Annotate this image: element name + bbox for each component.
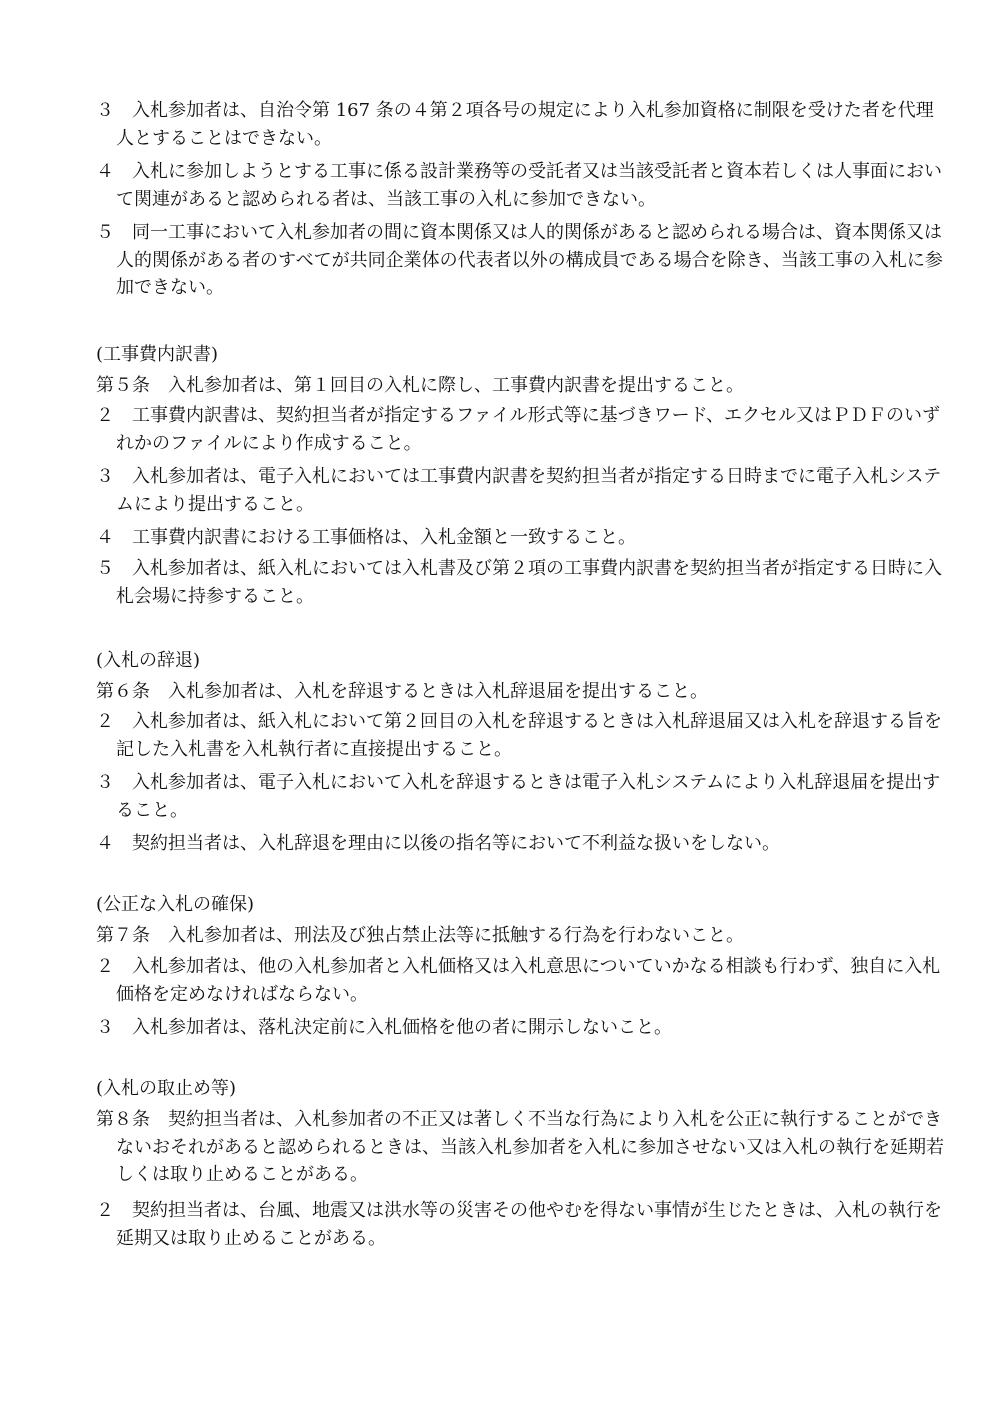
paragraph-item: ３ 入札参加者は、自治令第 167 条の４第２項各号の規定により入札参加資格に制限を受けた者を代理人とすることはできない。 bbox=[96, 100, 934, 149]
section-heading: (入札の辞退) bbox=[96, 650, 201, 671]
paragraph-item: ３ 入札参加者は、電子入札においては工事費内訳書を契約担当者が指定する日時までに電子入札システムにより提出すること。 bbox=[96, 466, 942, 515]
section-heading: (入札の取止め等) bbox=[96, 1078, 237, 1099]
paragraph-item: ２ 契約担当者は、台風、地震又は洪水等の災害その他やむを得ない事情が生じたときは、入札の執行を延期又は取り止めることがある。 bbox=[96, 1200, 942, 1249]
paragraph-item: ５ 同一工事において入札参加者の間に資本関係又は人的関係があると認められる場合は、資本関係又は人的関係がある者のすべてが共同企業体の代表者以外の構成員である場合を除き、当該工事の入札に参加できない。 bbox=[96, 222, 943, 298]
paragraph-item: ４ 契約担当者は、入札辞退を理由に以後の指名等において不利益な扱いをしない。 bbox=[96, 833, 780, 854]
paragraph-item: ３ 入札参加者は、電子入札において入札を辞退するときは電子入札システムにより入札辞退届を提出すること。 bbox=[96, 772, 941, 821]
paragraph-item: 第７条 入札参加者は、刑法及び独占禁止法等に抵触する行為を行わないこと。 bbox=[96, 925, 744, 946]
paragraph-item: 第８条 契約担当者は、入札参加者の不正又は著しく不当な行為により入札を公正に執行することができないおそれがあると認められるときは、当該入札参加者を入札に参加させない又は入札の執行を延期若しくは取り止めることがある。 bbox=[96, 1109, 944, 1185]
paragraph-item: ２ 入札参加者は、他の入札参加者と入札価格又は入札意思についていかなる相談も行わず、独自に入札価格を定めなければならない。 bbox=[96, 956, 941, 1005]
paragraph-item: ４ 入札に参加しようとする工事に係る設計業務等の受託者又は当該受託者と資本若しくは人事面において関連があると認められる者は、当該工事の入札に参加できない。 bbox=[96, 161, 942, 210]
paragraph-item: 第５条 入札参加者は、第１回目の入札に際し、工事費内訳書を提出すること。 bbox=[96, 375, 744, 396]
paragraph-item: ４ 工事費内訳書における工事価格は、入札金額と一致すること。 bbox=[96, 527, 636, 548]
section-heading: (工事費内訳書) bbox=[96, 344, 219, 365]
paragraph-item: ２ 工事費内訳書は、契約担当者が指定するファイル形式等に基づきワード、エクセル又はＰＤＦのいずれかのファイルにより作成すること。 bbox=[96, 405, 941, 454]
paragraph-item: ３ 入札参加者は、落札決定前に入札価格を他の者に開示しないこと。 bbox=[96, 1017, 672, 1038]
paragraph-item: ５ 入札参加者は、紙入札においては入札書及び第２項の工事費内訳書を契約担当者が指定する日時に入札会場に持参すること。 bbox=[96, 558, 942, 607]
section-heading: (公正な入札の確保) bbox=[96, 894, 255, 915]
paragraph-item: ２ 入札参加者は、紙入札において第２回目の入札を辞退するときは入札辞退届又は入札を辞退する旨を記した入札書を入札執行者に直接提出すること。 bbox=[96, 711, 942, 760]
paragraph-item: 第６条 入札参加者は、入札を辞退するときは入札辞退届を提出すること。 bbox=[96, 681, 708, 702]
